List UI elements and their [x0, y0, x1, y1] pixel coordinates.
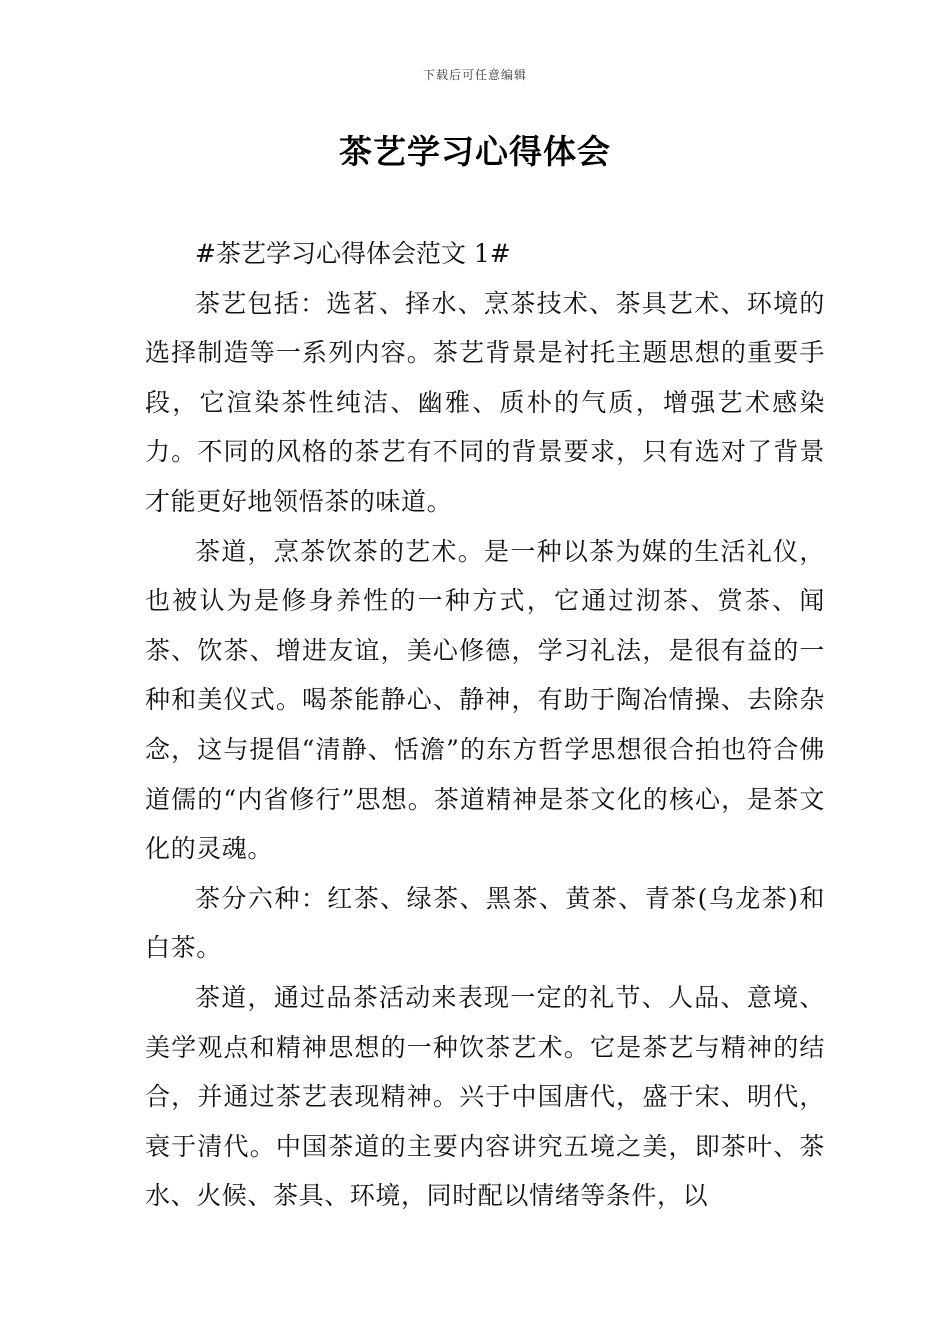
document-title: 茶艺学习心得体会: [339, 132, 611, 171]
paragraph-3: 茶分六种：红茶、绿茶、黑茶、黄茶、青茶(乌龙茶)和白茶。: [145, 883, 825, 963]
paragraph-4: 茶道，通过品茶活动来表现一定的礼节、人品、意境、美学观点和精神思想的一种饮茶艺术。它是茶艺与精神的结合，并通过茶艺表现精神。兴于中国唐代，盛于宋、明代，衰于清代。中国茶道的主要内容讲究五境之美，即茶叶、茶水、火候、茶具、环境，同时配以情绪等条件，以: [145, 982, 825, 1211]
paragraph-1: 茶艺包括：选茗、择水、烹茶技术、茶具艺术、环境的选择制造等一系列内容。茶艺背景是衬托主题思想的重要手段，它渲染茶性纯洁、幽雅、质朴的气质，增强艺术感染力。不同的风格的茶艺有不同的背景要求，只有选对了背景才能更好地领悟茶的味道。: [145, 288, 825, 516]
document-body: [145, 229, 825, 1221]
paragraph-2: 茶道，烹茶饮茶的艺术。是一种以茶为媒的生活礼仪，也被认为是修身养性的一种方式，它通过沏茶、赏茶、闻茶、饮茶、增进友谊，美心修德，学习礼法，是很有益的一种和美仪式。喝茶能静心、静神，有助于陶冶情操、去除杂念，这与提倡“清静、恬澹”的东方哲学思想很合拍也符合佛道儒的“内省修行”思想。茶道精神是茶文化的核心，是茶文化的灵魂。: [145, 536, 825, 864]
section-heading: #茶艺学习心得体会范文 1#: [195, 239, 511, 268]
header-note: 下载后可任意编辑: [422, 68, 527, 82]
